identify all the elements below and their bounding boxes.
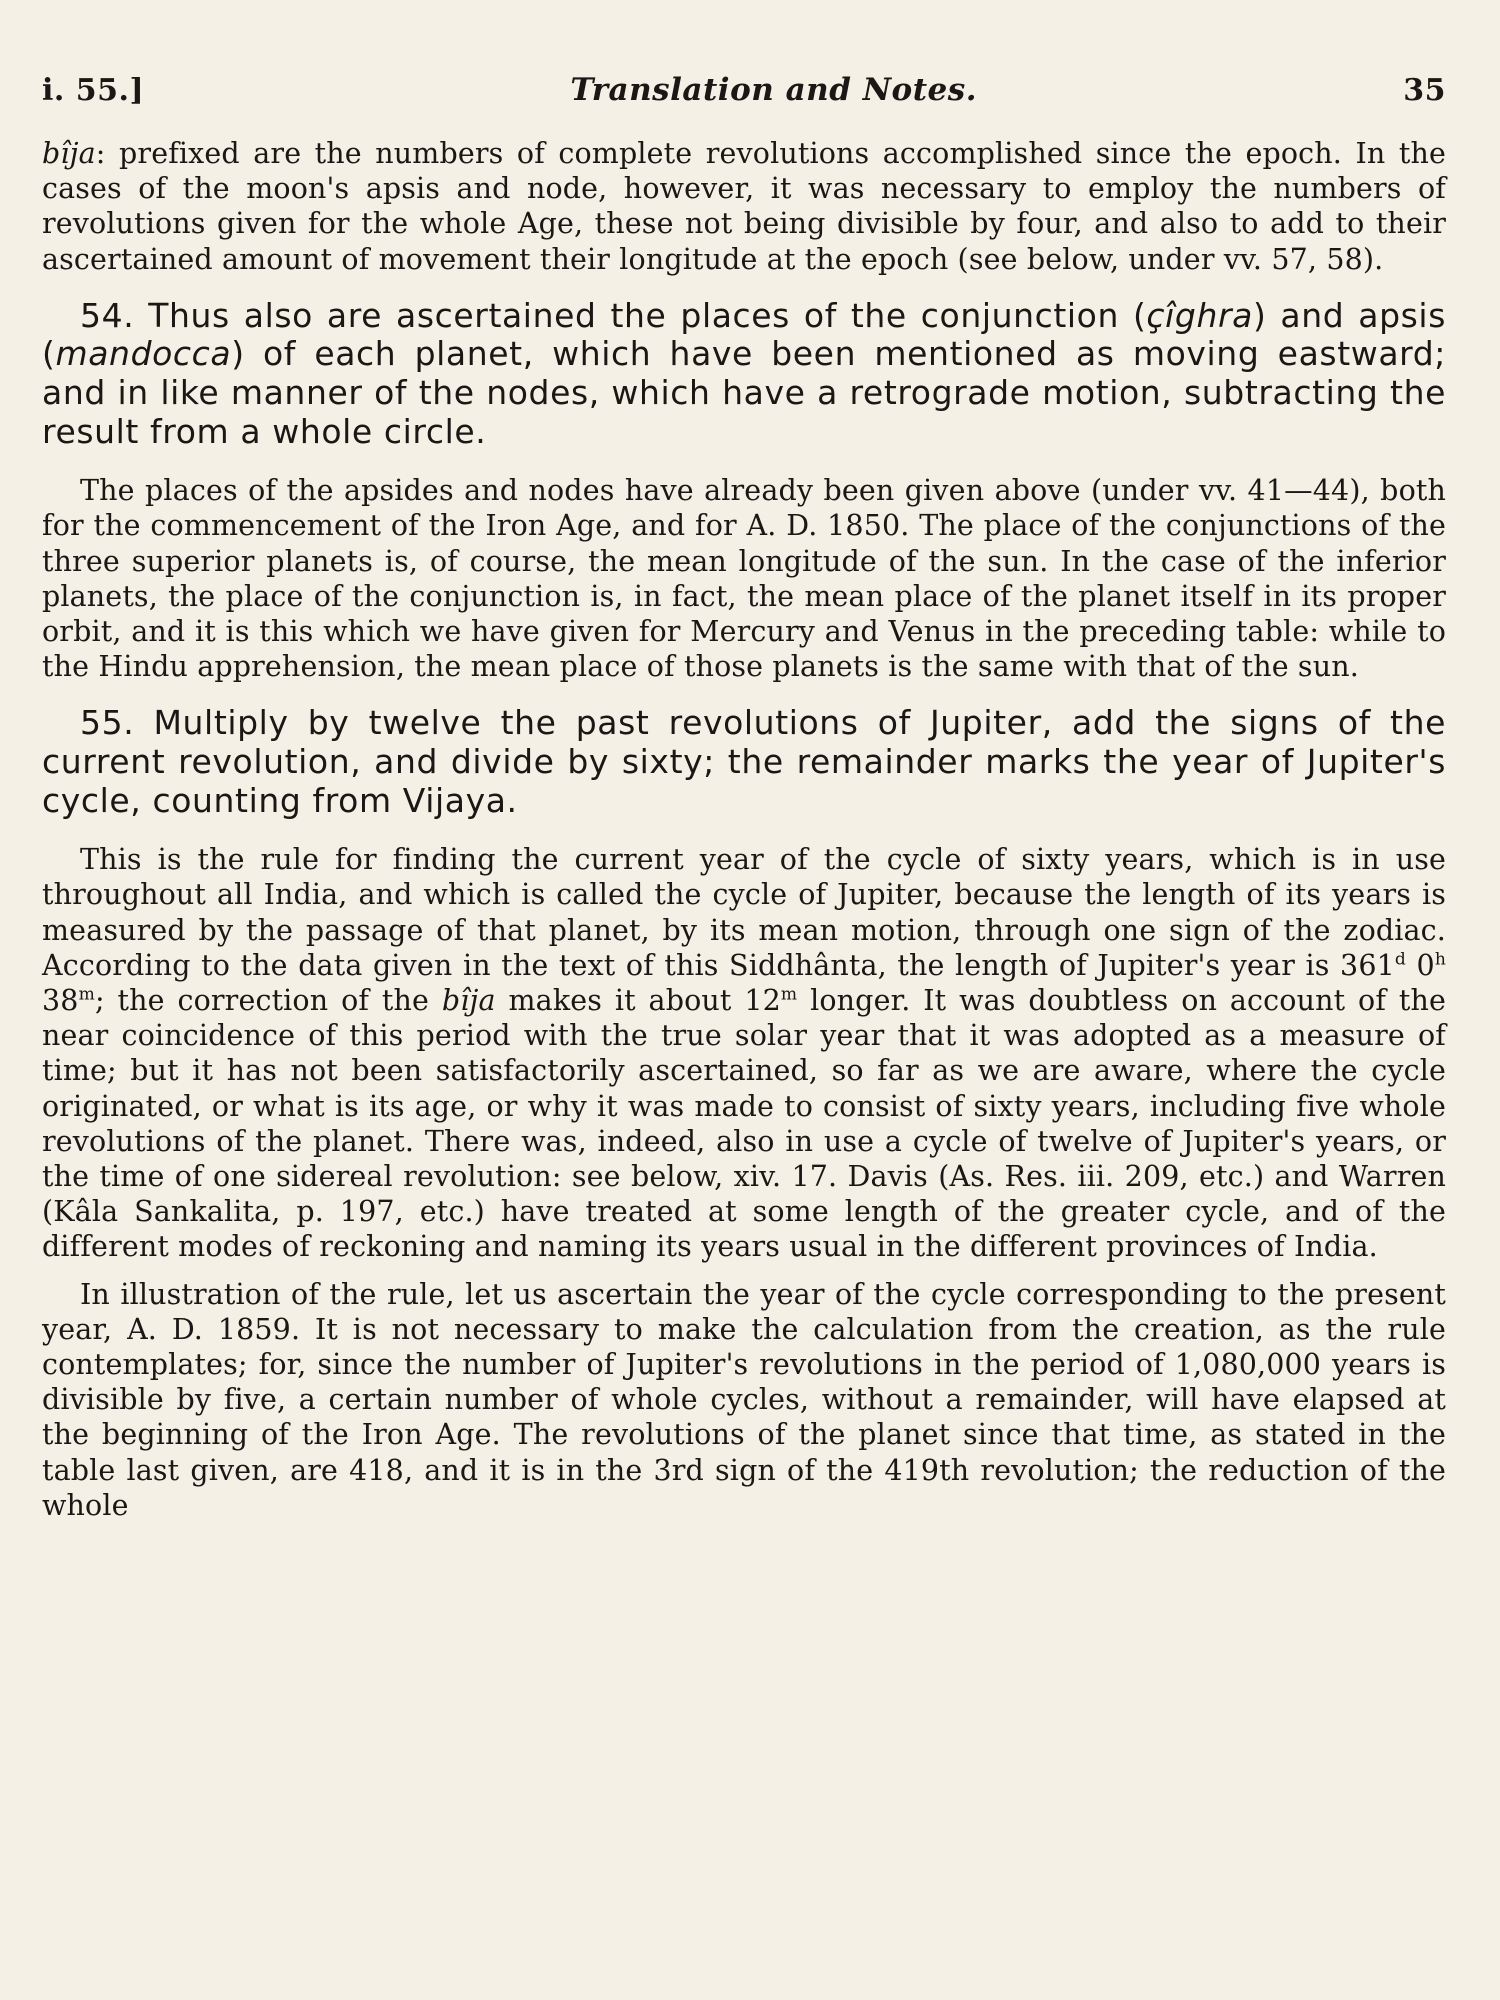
mandocca-term: mandocca bbox=[55, 334, 232, 374]
verse-54-text-b: ) and apsis ( bbox=[42, 295, 1446, 374]
verse-54 bbox=[42, 297, 1446, 451]
note-paragraph-intro bbox=[42, 136, 1446, 277]
note-55a-text-3: 38 bbox=[42, 984, 79, 1017]
verse-54-text-a: 54. Thus also are ascertained the places of the conjunction ( bbox=[80, 295, 1147, 335]
verse-55: 55. Multiply by twelve the past revolutions of Jupiter, add the signs of the current revolution, and divide by sixty; the remainder marks the year of Jupiter's cycle, counting from Vijaya. bbox=[42, 703, 1446, 820]
days-superscript: d bbox=[1394, 949, 1407, 970]
note-55a-text-6: longer. It was doubtless on account of the near coincidence of this period with the true solar year that it was adopted as a measure of time; but it has not been satisfactorily ascertained, so far as we are aware, where the cycle originated, or what is its age, or why it was made to consist of sixty years, including five whole revolutions of the planet. There was, indeed, also in use a cycle of twelve of Jupiter's years, or the time of one sidereal revolution: see below, xiv. 17. Davis (As. Res. iii. 209, etc.) and Warren (Kâla Sankalita, p. 197, etc.) have treated at some length of the greater cycle, and of the different modes of reckoning and naming its years usual in the different provinces of India. bbox=[42, 984, 1446, 1264]
minutes-superscript: m bbox=[78, 984, 95, 1005]
bija-term-2: bîja bbox=[441, 984, 496, 1017]
note-55a-text-1: This is the rule for finding the current year of the cycle of sixty years, which is in use throughout all India, and which is called the cycle of Jupiter, because the length of its years is measured by the passage of that planet, by its mean motion, through one sign of the zodiac. According to the data given in the text of this Siddhânta, the length of Jupiter's year is 361 bbox=[42, 843, 1446, 982]
bija-term: bîja bbox=[42, 137, 96, 170]
note-55a-text-5: makes it about 12 bbox=[495, 984, 781, 1017]
running-head bbox=[42, 72, 1446, 118]
cighra-term: çîghra bbox=[1146, 295, 1253, 335]
minutes-superscript-2: m bbox=[780, 984, 798, 1005]
hours-superscript: h bbox=[1434, 949, 1446, 970]
verse-54-text-c: ) of each planet, which have been mentioned as moving eastward; and in like manner of the nodes, which have a retrograde motion, subtracting the result from a whole circle. bbox=[42, 334, 1446, 451]
note-intro-text: : prefixed are the numbers of complete revolutions accomplished since the epoch. In the cases of the moon's apsis and node, however, it was necessary to employ the numbers of revolutions given for the whole Age, these not being divisible by four, and also to add to their ascertained amount of movement their longitude at the epoch (see below, under vv. 57, 58). bbox=[42, 137, 1446, 276]
section-reference: i. 55.] bbox=[42, 73, 145, 108]
running-title: Translation and Notes. bbox=[570, 72, 977, 108]
note-55a-text-2: 0 bbox=[1406, 948, 1435, 982]
note-55a-text-4: ; the correction of the bbox=[94, 984, 442, 1017]
note-paragraph-54: The places of the apsides and nodes have already been given above (under vv. 41—44), both for the commencement of the Iron Age, and for A. D. 1850. The place of the conjunctions of the three superior planets is, of course, the mean longitude of the sun. In the case of the inferior planets, the place of the conjunction is, in fact, the mean place of the planet itself in its proper orbit, and it is this which we have given for Mercury and Venus in the preceding table: while to the Hindu apprehension, the mean place of those planets is the same with that of the sun. bbox=[42, 474, 1446, 684]
note-paragraph-55a bbox=[42, 842, 1446, 1264]
note-paragraph-55b: In illustration of the rule, let us ascertain the year of the cycle corresponding to the present year, A. D. 1859. It is not necessary to make the calculation from the creation, as the rule contemplates; for, since the number of Jupiter's revolutions in the period of 1,080,000 years is divisible by five, a certain number of whole cycles, without a remainder, will have elapsed at the beginning of the Iron Age. The revolutions of the planet since that time, as stated in the table last given, are 418, and it is in the 3rd sign of the 419th revolution; the reduction of the whole bbox=[42, 1277, 1446, 1522]
page-number: 35 bbox=[1403, 73, 1446, 108]
